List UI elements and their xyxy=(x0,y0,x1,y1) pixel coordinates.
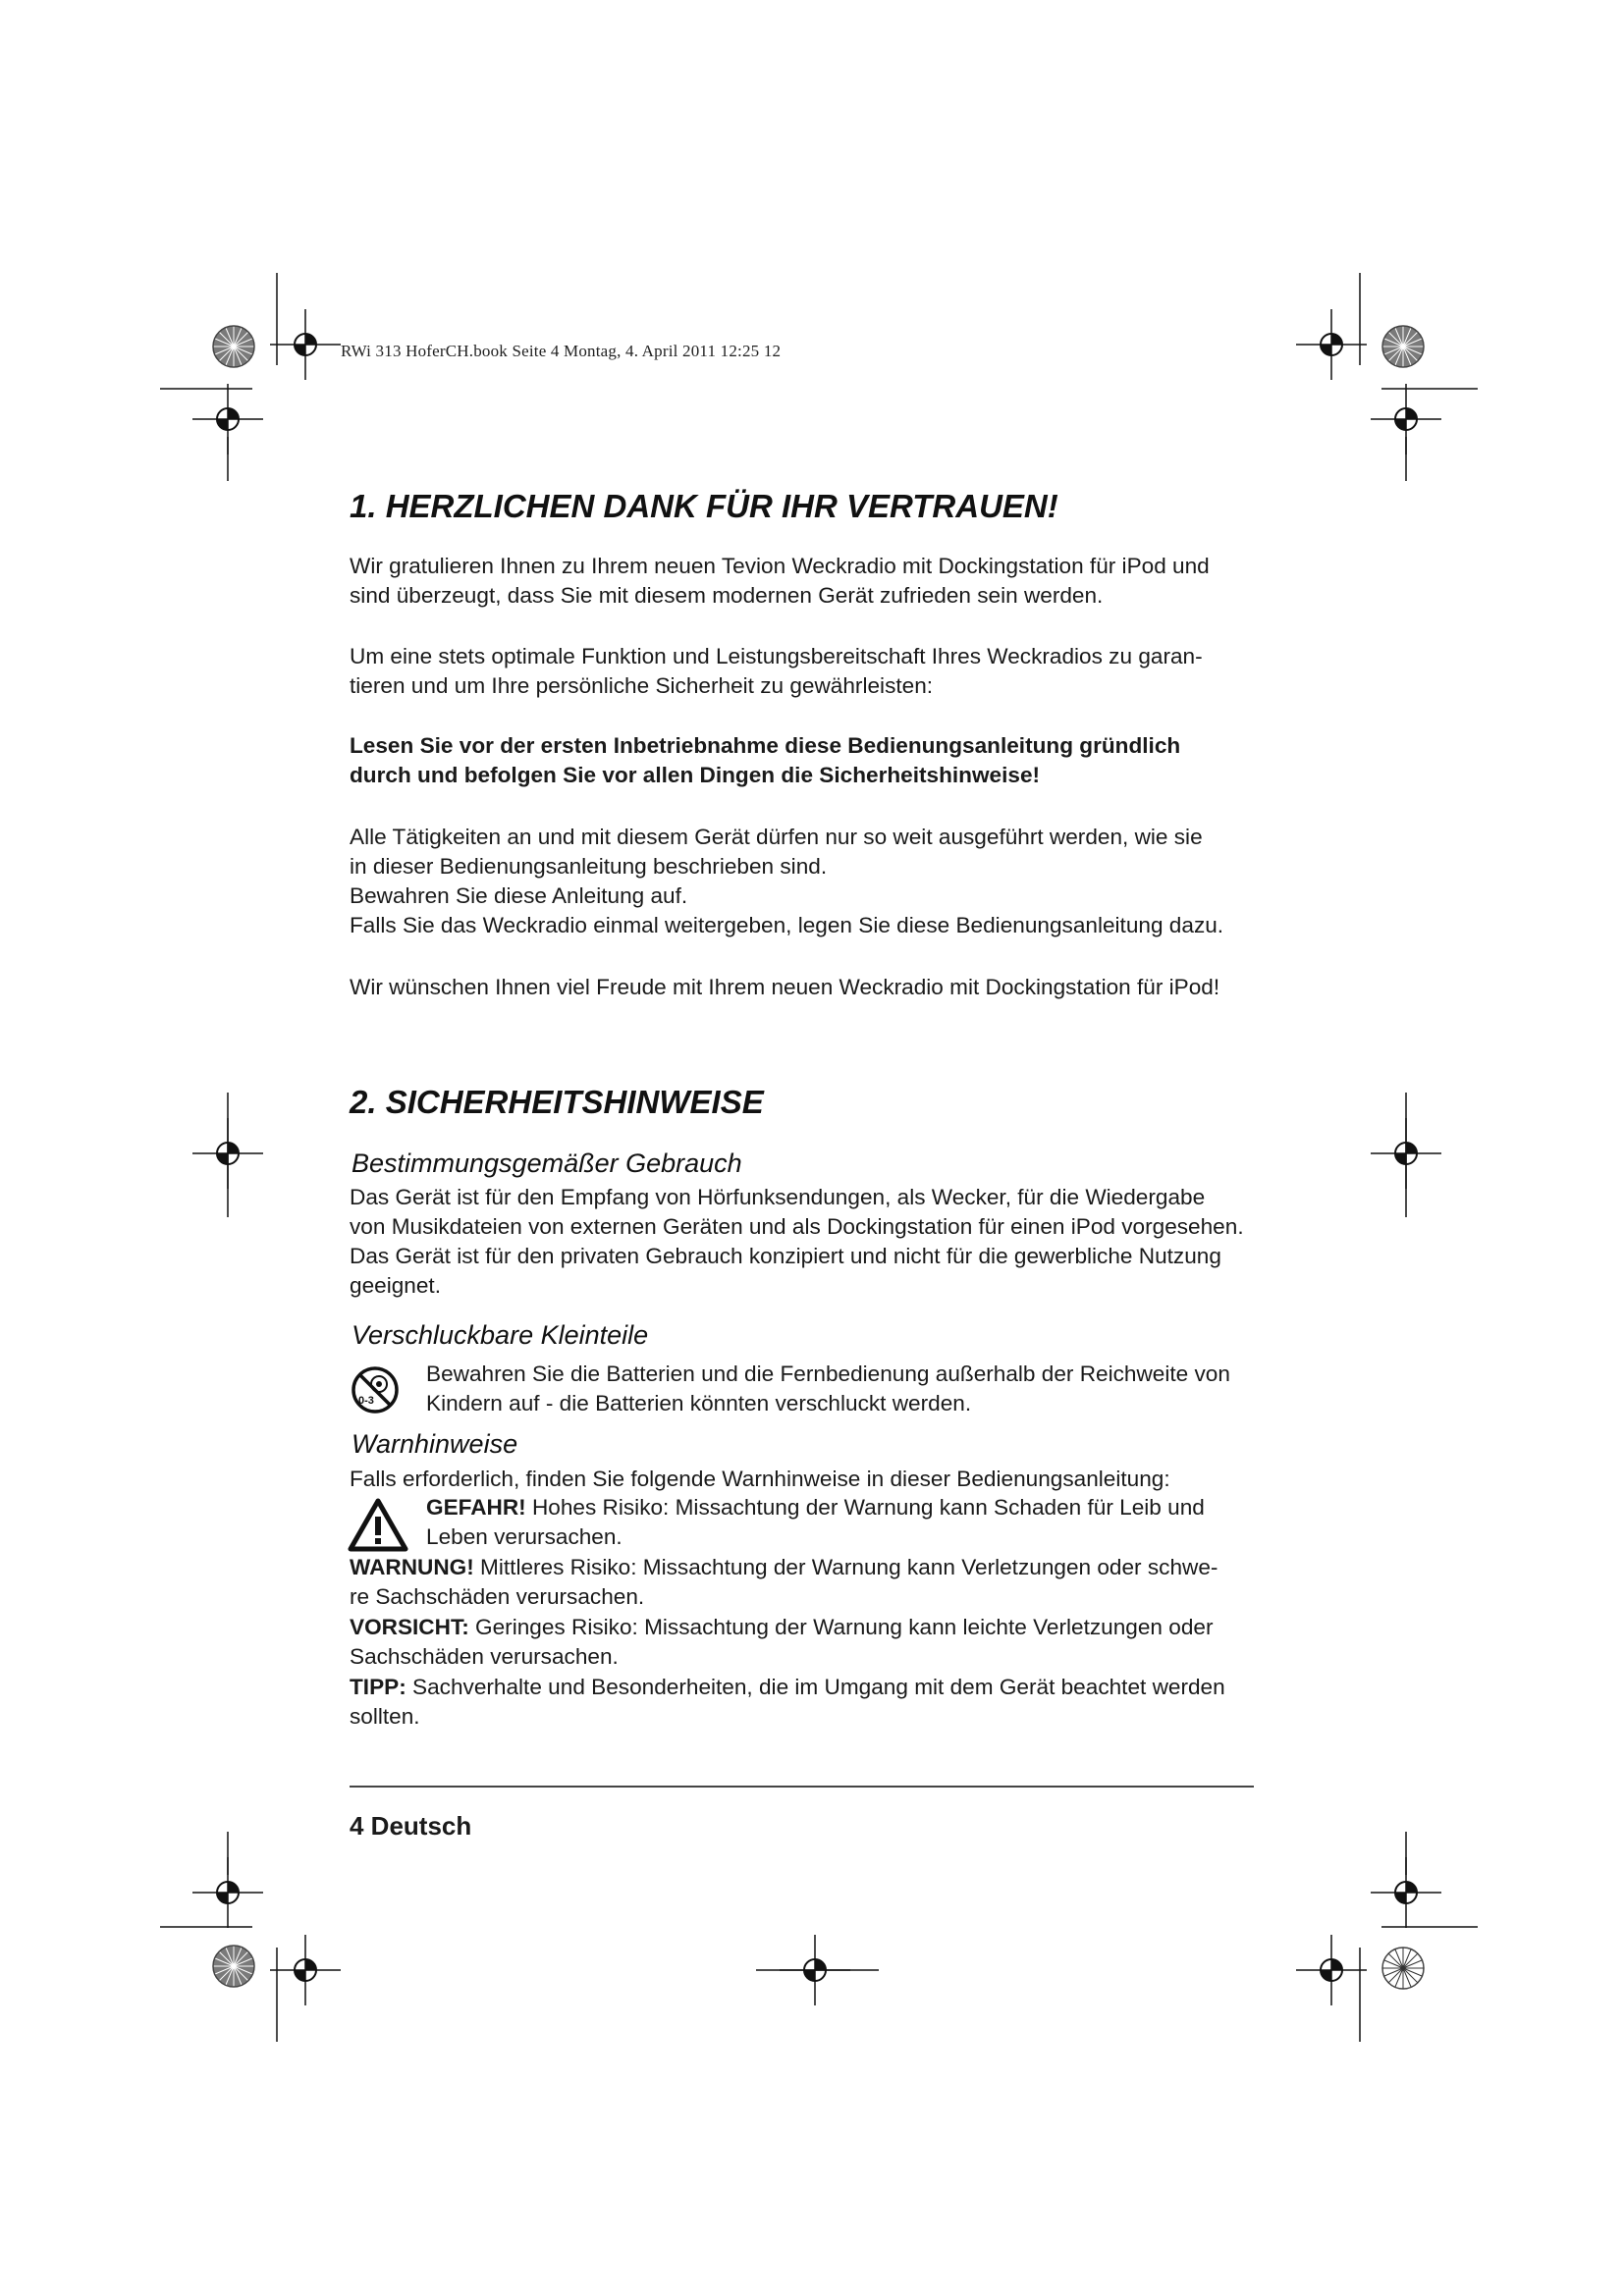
registration-star-icon xyxy=(213,1946,254,1987)
small-parts-paragraph: Bewahren Sie die Batterien und die Fernbedienung außerhalb der Reichweite von Kindern auf - die Batterien könnten verschluckt werden. xyxy=(426,1362,1230,1415)
subsection-small-parts-title: Verschluckbare Kleinteile xyxy=(352,1320,649,1350)
registration-star-icon xyxy=(213,326,254,367)
intro-paragraph: Wir gratulieren Ihnen zu Ihrem neuen Tevion Weckradio mit Dockingstation für iPod und sind überzeugt, dass Sie mit diesem modernen Gerät zufrieden sein werden. xyxy=(350,554,1210,608)
footer-divider xyxy=(350,1786,1254,1788)
section-1-title: 1. HERZLICHEN DANK FÜR IHR VERTRAUEN! xyxy=(350,488,1058,524)
warnings-intro: Falls erforderlich, finden Sie folgende Warnhinweise in dieser Bedienungsanleitung: xyxy=(350,1467,1170,1491)
function-paragraph: Um eine stets optimale Funktion und Leistungsbereitschaft Ihres Weckradios zu garan- tieren und um Ihre persönliche Sicherheit zu gewährleisten: xyxy=(350,644,1203,698)
choking-hazard-icon xyxy=(350,1364,401,1415)
warning-triangle-icon xyxy=(348,1497,408,1552)
read-manual-notice: Lesen Sie vor der ersten Inbetriebnahme diese Bedienungsanleitung gründlich durch und befolgen Sie vor allen Dingen die Sicherheitshinweise! xyxy=(350,733,1181,787)
tipp-notice: TIPP: Sachverhalte und Besonderheiten, die im Umgang mit dem Gerät beachtet werden sollten. xyxy=(350,1675,1225,1729)
registration-crosshair-icon xyxy=(270,309,341,380)
page-footer: 4 Deutsch xyxy=(350,1811,472,1841)
usage-paragraph: Alle Tätigkeiten an und mit diesem Gerät dürfen nur so weit ausgeführt werden, wie sie in dieser Bedienungsanleitung beschrieben sind. Bewahren Sie diese Anleitung auf. Falls Sie das Weckradio einmal weitergeben, legen Sie diese Bedienungsanleitung dazu. xyxy=(350,825,1224,937)
closing-paragraph: Wir wünschen Ihnen viel Freude mit Ihrem neuen Weckradio mit Dockingstation für iPod! xyxy=(350,975,1220,999)
warnung-label: WARNUNG! xyxy=(350,1555,474,1579)
subsection-warnings-title: Warnhinweise xyxy=(352,1429,518,1459)
registration-star-icon xyxy=(1382,1948,1424,1989)
registration-star-icon xyxy=(1382,326,1424,367)
registration-crosshair-icon xyxy=(270,1935,341,2005)
registration-crosshair-icon xyxy=(1296,1935,1367,2005)
registration-crosshair-icon xyxy=(1296,309,1367,380)
tipp-label: TIPP: xyxy=(350,1675,406,1699)
vorsicht-label: VORSICHT: xyxy=(350,1615,469,1639)
subsection-intended-use-title: Bestimmungsgemäßer Gebrauch xyxy=(352,1148,742,1178)
vorsicht-notice: VORSICHT: Geringes Risiko: Missachtung der Warnung kann leichte Verletzungen oder Sachschäden verursachen. xyxy=(350,1615,1214,1669)
warnung-notice: WARNUNG! Mittleres Risiko: Missachtung der Warnung kann Verletzungen oder schwe- re Sachschäden verursachen. xyxy=(350,1555,1218,1609)
print-header: RWi 313 HoferCH.book Seite 4 Montag, 4. April 2011 12:25 12 xyxy=(341,342,782,360)
intended-use-paragraph: Das Gerät ist für den Empfang von Hörfunksendungen, als Wecker, für die Wiedergabe von Musikdateien von externen Geräten und als Dockingstation für einen iPod vorgesehen. Das Gerät ist für den privaten Gebrauch konzipiert und nicht für die gewerbliche Nutzung geeignet. xyxy=(350,1185,1244,1298)
svg-text:0-3: 0-3 xyxy=(358,1395,374,1407)
danger-notice: GEFAHR! Hohes Risiko: Missachtung der Warnung kann Schaden für Leib und Leben verursachen. xyxy=(426,1495,1205,1549)
danger-label: GEFAHR! xyxy=(426,1495,526,1520)
section-2-title: 2. SICHERHEITSHINWEISE xyxy=(350,1084,764,1120)
